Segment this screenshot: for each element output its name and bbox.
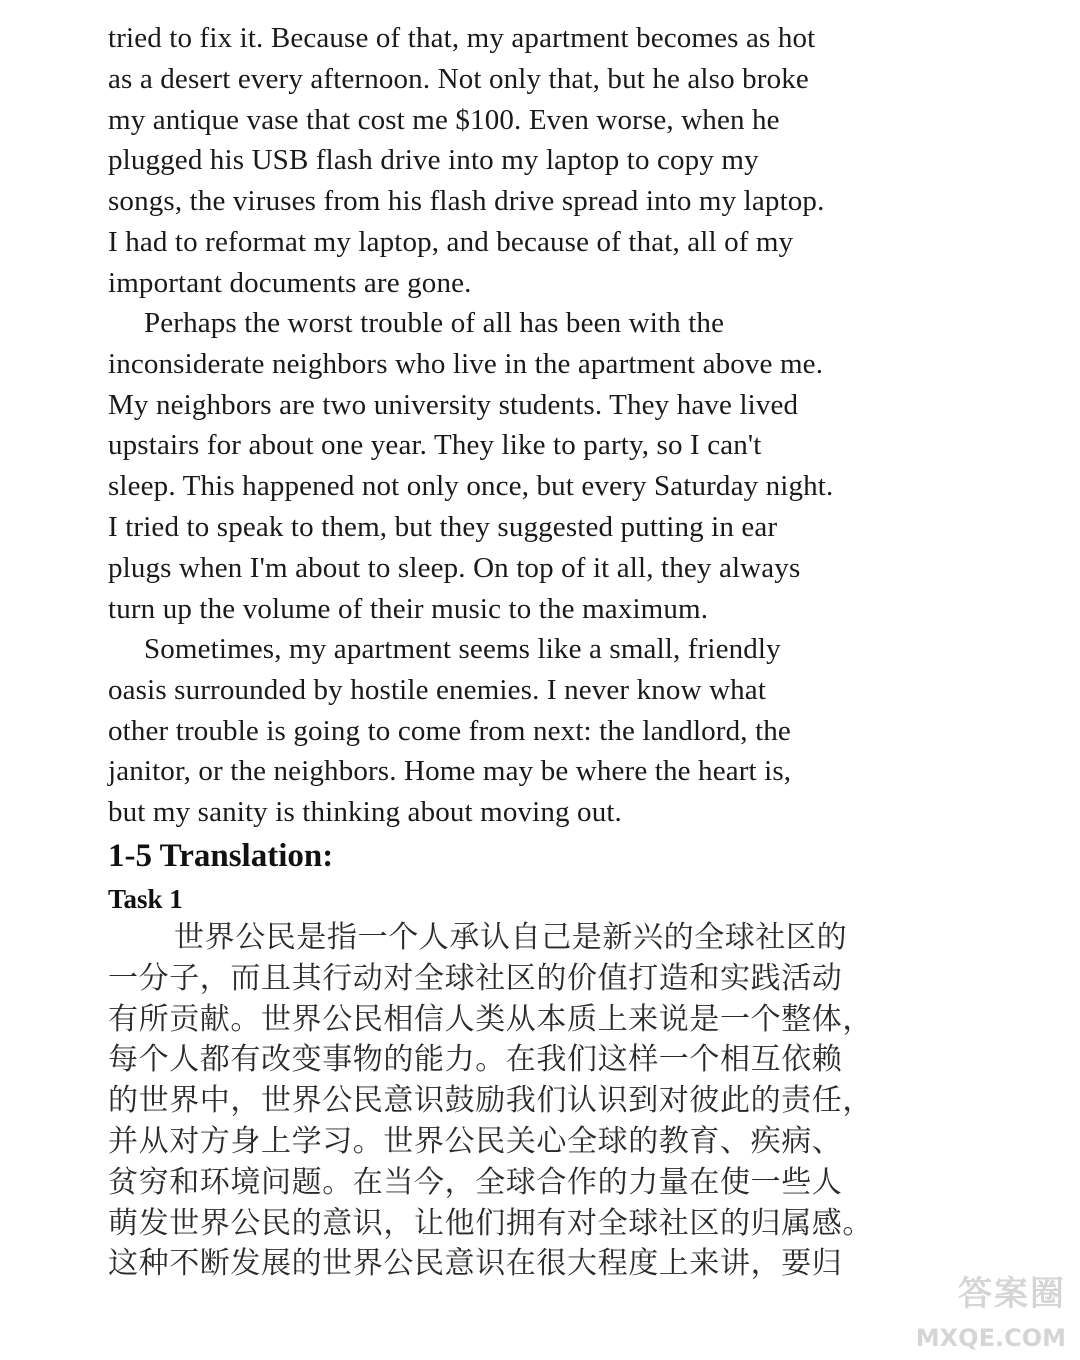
text-line: 这种不断发展的世界公民意识在很大程度上来讲，要归 [108,1246,843,1282]
text-line: turn up the volume of their music to the maximum. [108,592,709,625]
text-line: 萌发世界公民的意识，让他们拥有对全球社区的归属感。 [108,1205,873,1241]
text-line: plugged his USB flash drive into my laptop to copy my [108,144,759,177]
text-line: I tried to speak to them, but they suggested putting in ear [108,510,778,543]
text-line: other trouble is going to come from next: the landlord, the [108,714,791,747]
passage-paragraph-1 [108,18,1008,304]
text-line: 并从对方身上学习。世界公民关心全球的教育、疾病、 [108,1123,843,1159]
text-line: 有所贡献。世界公民相信人类从本质上来说是一个整体， [108,1001,873,1037]
text-line: as a desert every afternoon. Not only that, but he also broke [108,62,809,95]
text-line: important documents are gone. [108,266,472,299]
passage-paragraph-2 [108,303,1008,629]
text-line: 一分子，而且其行动对全球社区的价值打造和实践活动 [108,960,843,996]
text-line: Sometimes, my apartment seems like a small, friendly [144,633,781,665]
watermark-site-text: MXQE.COM [915,1324,1066,1352]
passage-paragraph-3 [108,629,1008,833]
text-line: 世界公民是指一个人承认自己是新兴的全球社区的 [174,920,848,955]
text-line: 每个人都有改变事物的能力。在我们这样一个相互依赖 [108,1042,843,1078]
text-line: plugs when I'm about to sleep. On top of it all, they always [108,551,801,584]
text-line: I had to reformat my laptop, and because of that, all of my [108,225,794,258]
text-line: 贫穷和环境问题。在当今，全球合作的力量在使一些人 [108,1164,843,1200]
text-line: inconsiderate neighbors who live in the apartment above me. [108,347,824,380]
task-label: Task 1 [108,884,183,914]
text-line: songs, the viruses from his flash drive spread into my laptop. [108,185,825,218]
translation-paragraph [108,918,988,1285]
site-watermark [880,1266,1072,1356]
text-line: Perhaps the worst trouble of all has been with the [144,307,725,339]
text-line: 的世界中，世界公民意识鼓励我们认识到对彼此的责任， [108,1083,873,1119]
text-line: upstairs for about one year. They like to party, so I can't [108,429,762,462]
text-line: sleep. This happened not only once, but every Saturday night. [108,470,834,503]
text-line: my antique vase that cost me $100. Even worse, when he [108,103,780,136]
watermark-logo: 答案圈 [958,1274,1066,1314]
text-line: janitor, or the neighbors. Home may be where the heart is, [108,755,792,788]
text-line: tried to fix it. Because of that, my apartment becomes as hot [108,22,816,54]
text-line: My neighbors are two university students. They have lived [108,388,799,421]
text-line: but my sanity is thinking about moving out. [108,796,622,829]
section-heading: 1-5 Translation: [108,838,334,874]
text-line: oasis surrounded by hostile enemies. I never know what [108,673,767,706]
